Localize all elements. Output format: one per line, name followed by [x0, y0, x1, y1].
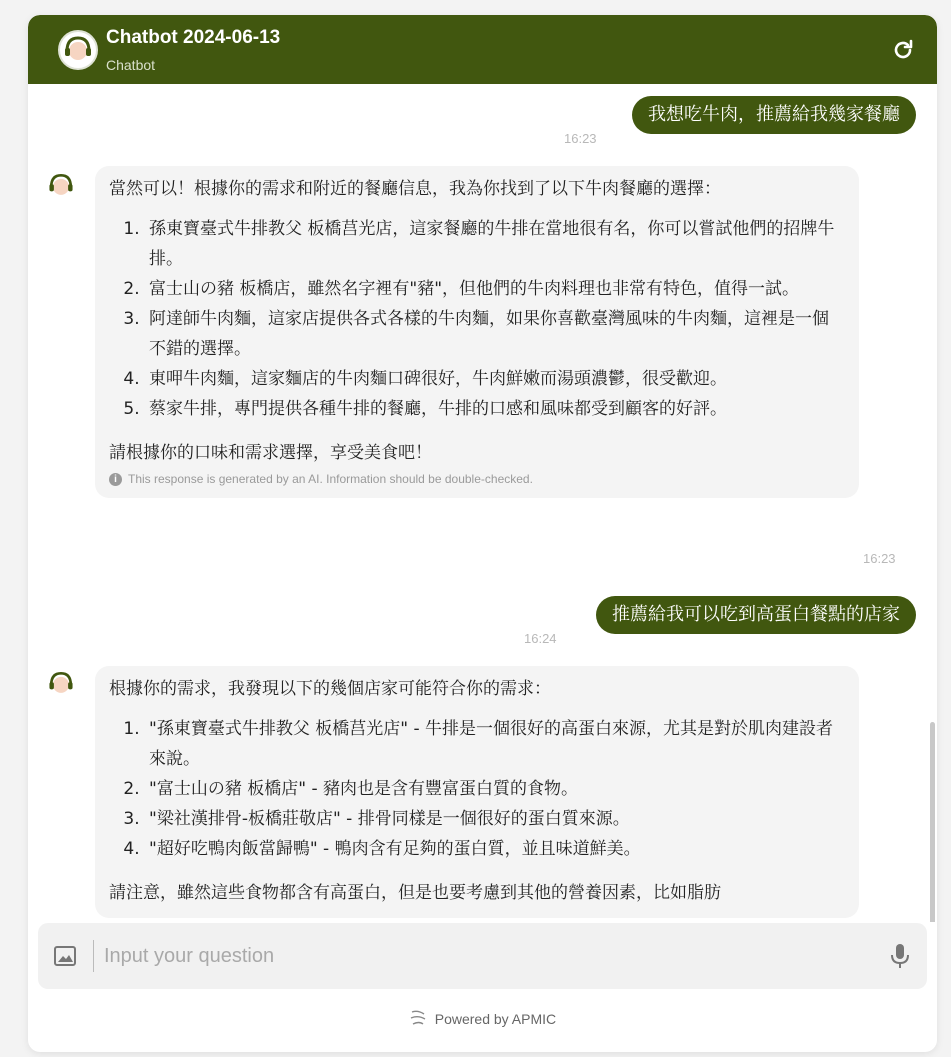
chat-scrollbar-thumb[interactable] — [930, 722, 935, 922]
list-item: 2. "富士山の豬 板橋店" - 豬肉也是含有豐富蛋白質的食物。 — [145, 774, 845, 804]
list-item: 4. 東呷牛肉麵，這家麵店的牛肉麵口碑很好，牛肉鮮嫩而湯頭濃鬱，很受歡迎。 — [145, 364, 845, 394]
chat-title: Chatbot 2024-06-13 — [106, 27, 281, 48]
bot-message — [95, 666, 859, 918]
chat-header — [28, 15, 937, 84]
list-item: 3. 阿達師牛肉麵，這家店提供各式各樣的牛肉麵，如果你喜歡臺灣風味的牛肉麵，這裡是一個不錯的選擇。 — [145, 304, 845, 364]
headset-agent-icon — [60, 32, 96, 68]
message-time: 16:23 — [564, 131, 597, 146]
voice-input-button[interactable] — [889, 943, 911, 969]
bot-message-intro: 根據你的需求，我發現以下的幾個店家可能符合你的需求： — [109, 679, 551, 699]
message-list[interactable] — [28, 84, 937, 922]
powered-by-footer — [28, 1009, 937, 1030]
list-item: 3. "梁社漢排骨-板橋莊敬店" - 排骨同樣是一個很好的蛋白質來源。 — [145, 804, 845, 834]
bot-message-outro: 請根據你的口味和需求選擇，享受美食吧！ — [109, 443, 432, 463]
microphone-icon — [889, 943, 911, 969]
message-time: 16:24 — [524, 631, 557, 646]
bot-message-outro: 請注意，雖然這些食物都含有高蛋白，但是也要考慮到其他的營養因素，比如脂肪 — [109, 883, 721, 903]
refresh-button[interactable] — [891, 38, 915, 62]
input-divider — [93, 940, 94, 972]
ai-disclaimer — [109, 470, 845, 488]
bot-message-intro: 當然可以！根據你的需求和附近的餐廳信息，我為你找到了以下牛肉餐廳的選擇： — [109, 179, 721, 199]
apmic-logo-icon — [409, 1009, 427, 1030]
bot-message — [95, 166, 859, 498]
bot-message-avatar — [45, 668, 77, 700]
list-item: 5. 蔡家牛排，專門提供各種牛排的餐廳，牛排的口感和風味都受到顧客的好評。 — [145, 394, 845, 424]
ai-disclaimer-text: This response is generated by an AI. Information should be double-checked. — [128, 472, 533, 486]
image-icon — [53, 944, 77, 968]
chatbot-window — [28, 15, 937, 1052]
list-item: 2. 富士山の豬 板橋店，雖然名字裡有"豬"，但他們的牛肉料理也非常有特色，值得一試。 — [145, 274, 845, 304]
headset-agent-icon — [45, 170, 77, 202]
bot-avatar — [58, 30, 98, 70]
info-icon: i — [109, 473, 122, 486]
list-item: 1. 孫東寶臺式牛排教父 板橋莒光店，這家餐廳的牛排在當地很有名，你可以嘗試他們的招牌牛排。 — [145, 214, 845, 274]
chat-scrollbar[interactable] — [929, 722, 937, 922]
message-time: 16:23 — [863, 551, 896, 566]
refresh-icon — [891, 38, 915, 62]
list-item: 4. "超好吃鴨肉飯當歸鴨" - 鴨肉含有足夠的蛋白質，並且味道鮮美。 — [145, 834, 845, 864]
user-message: 我想吃牛肉，推薦給我幾家餐廳 — [632, 96, 916, 134]
user-message: 推薦給我可以吃到高蛋白餐點的店家 — [596, 596, 916, 634]
chat-subtitle: Chatbot — [106, 57, 156, 73]
restaurant-list — [109, 714, 845, 864]
question-input[interactable] — [104, 937, 864, 975]
list-item: 1. "孫東寶臺式牛排教父 板橋莒光店" - 牛排是一個很好的高蛋白來源，尤其是對於肌肉建設者來說。 — [145, 714, 845, 774]
upload-image-button[interactable] — [53, 944, 77, 968]
headset-agent-icon — [45, 668, 77, 700]
bot-message-avatar — [45, 170, 77, 202]
restaurant-list — [109, 214, 845, 424]
powered-by-text: Powered by APMIC — [434, 1011, 557, 1027]
question-input-bar — [38, 923, 927, 989]
